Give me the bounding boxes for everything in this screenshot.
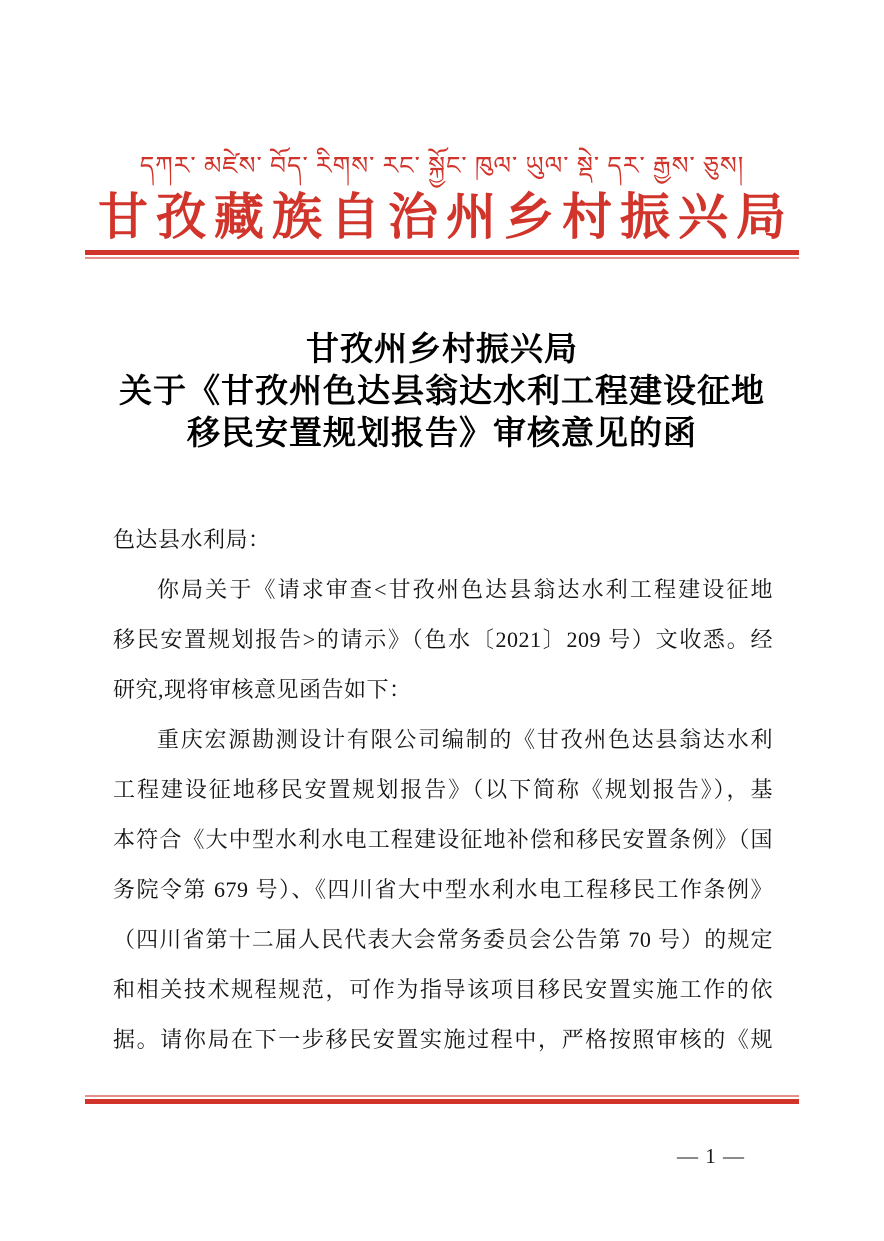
divider-thick-line bbox=[85, 250, 799, 255]
document-title bbox=[0, 329, 884, 455]
body-text-line: 你局关于《请求审查<甘孜州色达县翁达水利工程建设征地 bbox=[157, 577, 773, 602]
body-text-line: 工程建设征地移民安置规划报告》（以下简称《规划报告》），基 bbox=[113, 777, 773, 802]
body-text-line: 研究,现将审核意见函告如下： bbox=[113, 677, 412, 702]
divider-thick-line bbox=[85, 1099, 799, 1104]
body-text-line: 本符合《大中型水利水电工程建设征地补偿和移民安置条例》（国 bbox=[113, 827, 773, 852]
body-text-line: 和相关技术规程规范，可作为指导该项目移民安置实施工作的依 bbox=[113, 977, 773, 1002]
document-body bbox=[113, 515, 773, 1065]
title-line-2: 关于《甘孜州色达县翁达水利工程建设征地 bbox=[119, 374, 765, 410]
body-text-line: （四川省第十二届人民代表大会常务委员会公告第 70 号）的规定 bbox=[113, 927, 773, 952]
footer-divider-wrap bbox=[0, 1091, 884, 1104]
body-text-line: 务院令第 679 号）、《四川省大中型水利水电工程移民工作条例》 bbox=[113, 877, 773, 902]
footer-divider bbox=[85, 1095, 799, 1104]
salutation-line: 色达县水利局： bbox=[113, 527, 271, 552]
body-text-line: 移民安置规划报告>的请示》（色水〔2021〕209 号）文收悉。经 bbox=[113, 627, 773, 652]
title-line-1: 甘孜州乡村振兴局 bbox=[306, 332, 578, 368]
divider-thin-line bbox=[85, 1095, 799, 1097]
title-line-3: 移民安置规划报告》审核意见的函 bbox=[187, 416, 697, 452]
divider-thin-line bbox=[85, 257, 799, 259]
letterhead-tibetan-text: དཀར་ མཛེས་ བོད་ རིགས་ རང་ སྐྱོང་ ཁུལ་ ཡུལ་ སྡེ་ དར་ རྒྱས་ ཅུས། bbox=[139, 153, 745, 180]
letterhead-agency-name: 甘孜藏族自治州乡村振兴局 bbox=[98, 189, 794, 245]
body-paragraph-lines bbox=[113, 565, 773, 1065]
letterhead-divider bbox=[85, 250, 799, 259]
letterhead bbox=[0, 148, 884, 259]
body-text-line: 重庆宏源勘测设计有限公司编制的《甘孜州色达县翁达水利 bbox=[157, 727, 773, 752]
page-number: — 1 — bbox=[677, 1144, 745, 1168]
body-text-line: 据。请你局在下一步移民安置实施过程中，严格按照审核的《规 bbox=[113, 1027, 773, 1052]
